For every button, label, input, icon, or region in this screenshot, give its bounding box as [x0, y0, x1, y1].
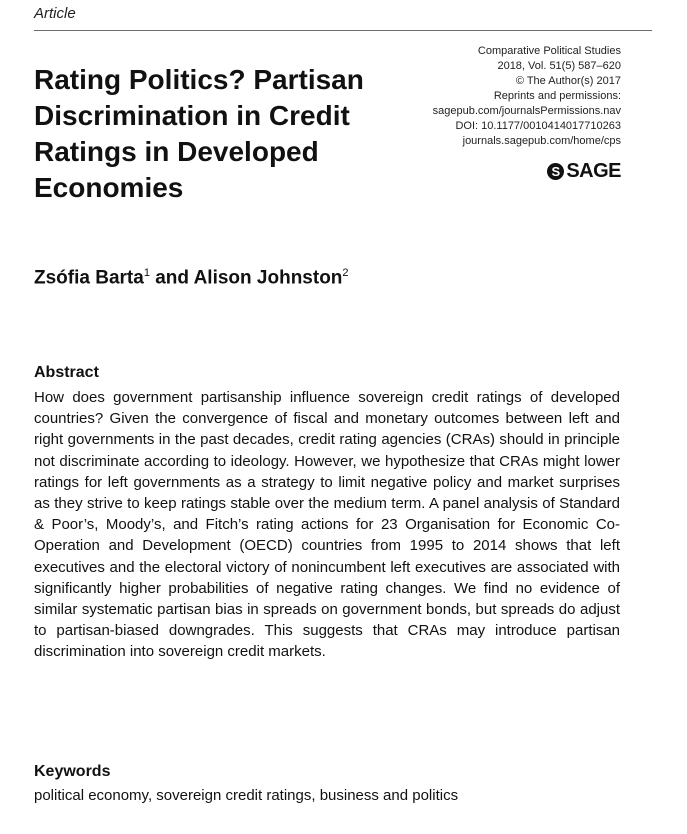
copyright-line: © The Author(s) 2017: [515, 75, 621, 87]
author-affiliation: 1: [143, 267, 150, 279]
sage-logo: [547, 161, 621, 181]
sage-logo-text: SAGE: [566, 160, 621, 182]
reprints-label: Reprints and permissions:: [493, 90, 621, 102]
abstract-text: How does government partisanship influence sovereign credit ratings of developed countries? Given the convergence of fiscal and monetary outcomes between left and right governments in the past decades, credit rating agencies (CRAs) should in principle not discriminate according to ideology. However, we hypothesize that CRAs might lower ratings for left governments as a strategy to limit negative policy and market surprises as they strive to keep ratings stable over the medium term. A panel analysis of Standard & Poor’s, Moody’s, and Fitch’s rating actions for 23 Organisation for Economic Co-Operation and Development (OECD) countries from 1995 to 2014 shows that left executives and the electoral victory of nonincumbent left executives are associated with significantly higher probabilities of negative rating changes. We find no evidence of similar systematic partisan bias in spreads on government bonds, but spreads do adjust to partisan-biased downgrades. This suggests that CRAs may introduce partisan discrimination into sovereign credit markets.: [34, 389, 620, 661]
journal-name: Comparative Political Studies: [477, 45, 621, 57]
keywords-text: political economy, sovereign credit ratings, business and politics: [34, 787, 459, 804]
abstract-heading: Abstract: [34, 364, 99, 381]
article-type-label: Article: [34, 5, 76, 22]
journal-url[interactable]: journals.sagepub.com/home/cps: [462, 135, 621, 147]
journal-volume: 2018, Vol. 51(5) 587–620: [497, 60, 621, 72]
journal-meta: [361, 44, 621, 149]
keywords-heading: Keywords: [34, 763, 111, 780]
author-list: [34, 267, 349, 289]
article-title: Rating Politics? Partisan Discrimination in Credit Ratings in Developed Economies: [34, 64, 364, 203]
permissions-link[interactable]: sagepub.com/journalsPermissions.nav: [432, 105, 621, 117]
author-affiliation: 2: [342, 267, 349, 279]
doi-line[interactable]: DOI: 10.1177/0010414017710263: [455, 120, 621, 132]
author-joiner: and: [155, 267, 189, 289]
header-rule: [34, 30, 652, 31]
author-name: Alison Johnston: [193, 267, 343, 289]
sage-logo-icon: S: [547, 163, 564, 180]
author-name: Zsófia Barta: [34, 267, 144, 289]
